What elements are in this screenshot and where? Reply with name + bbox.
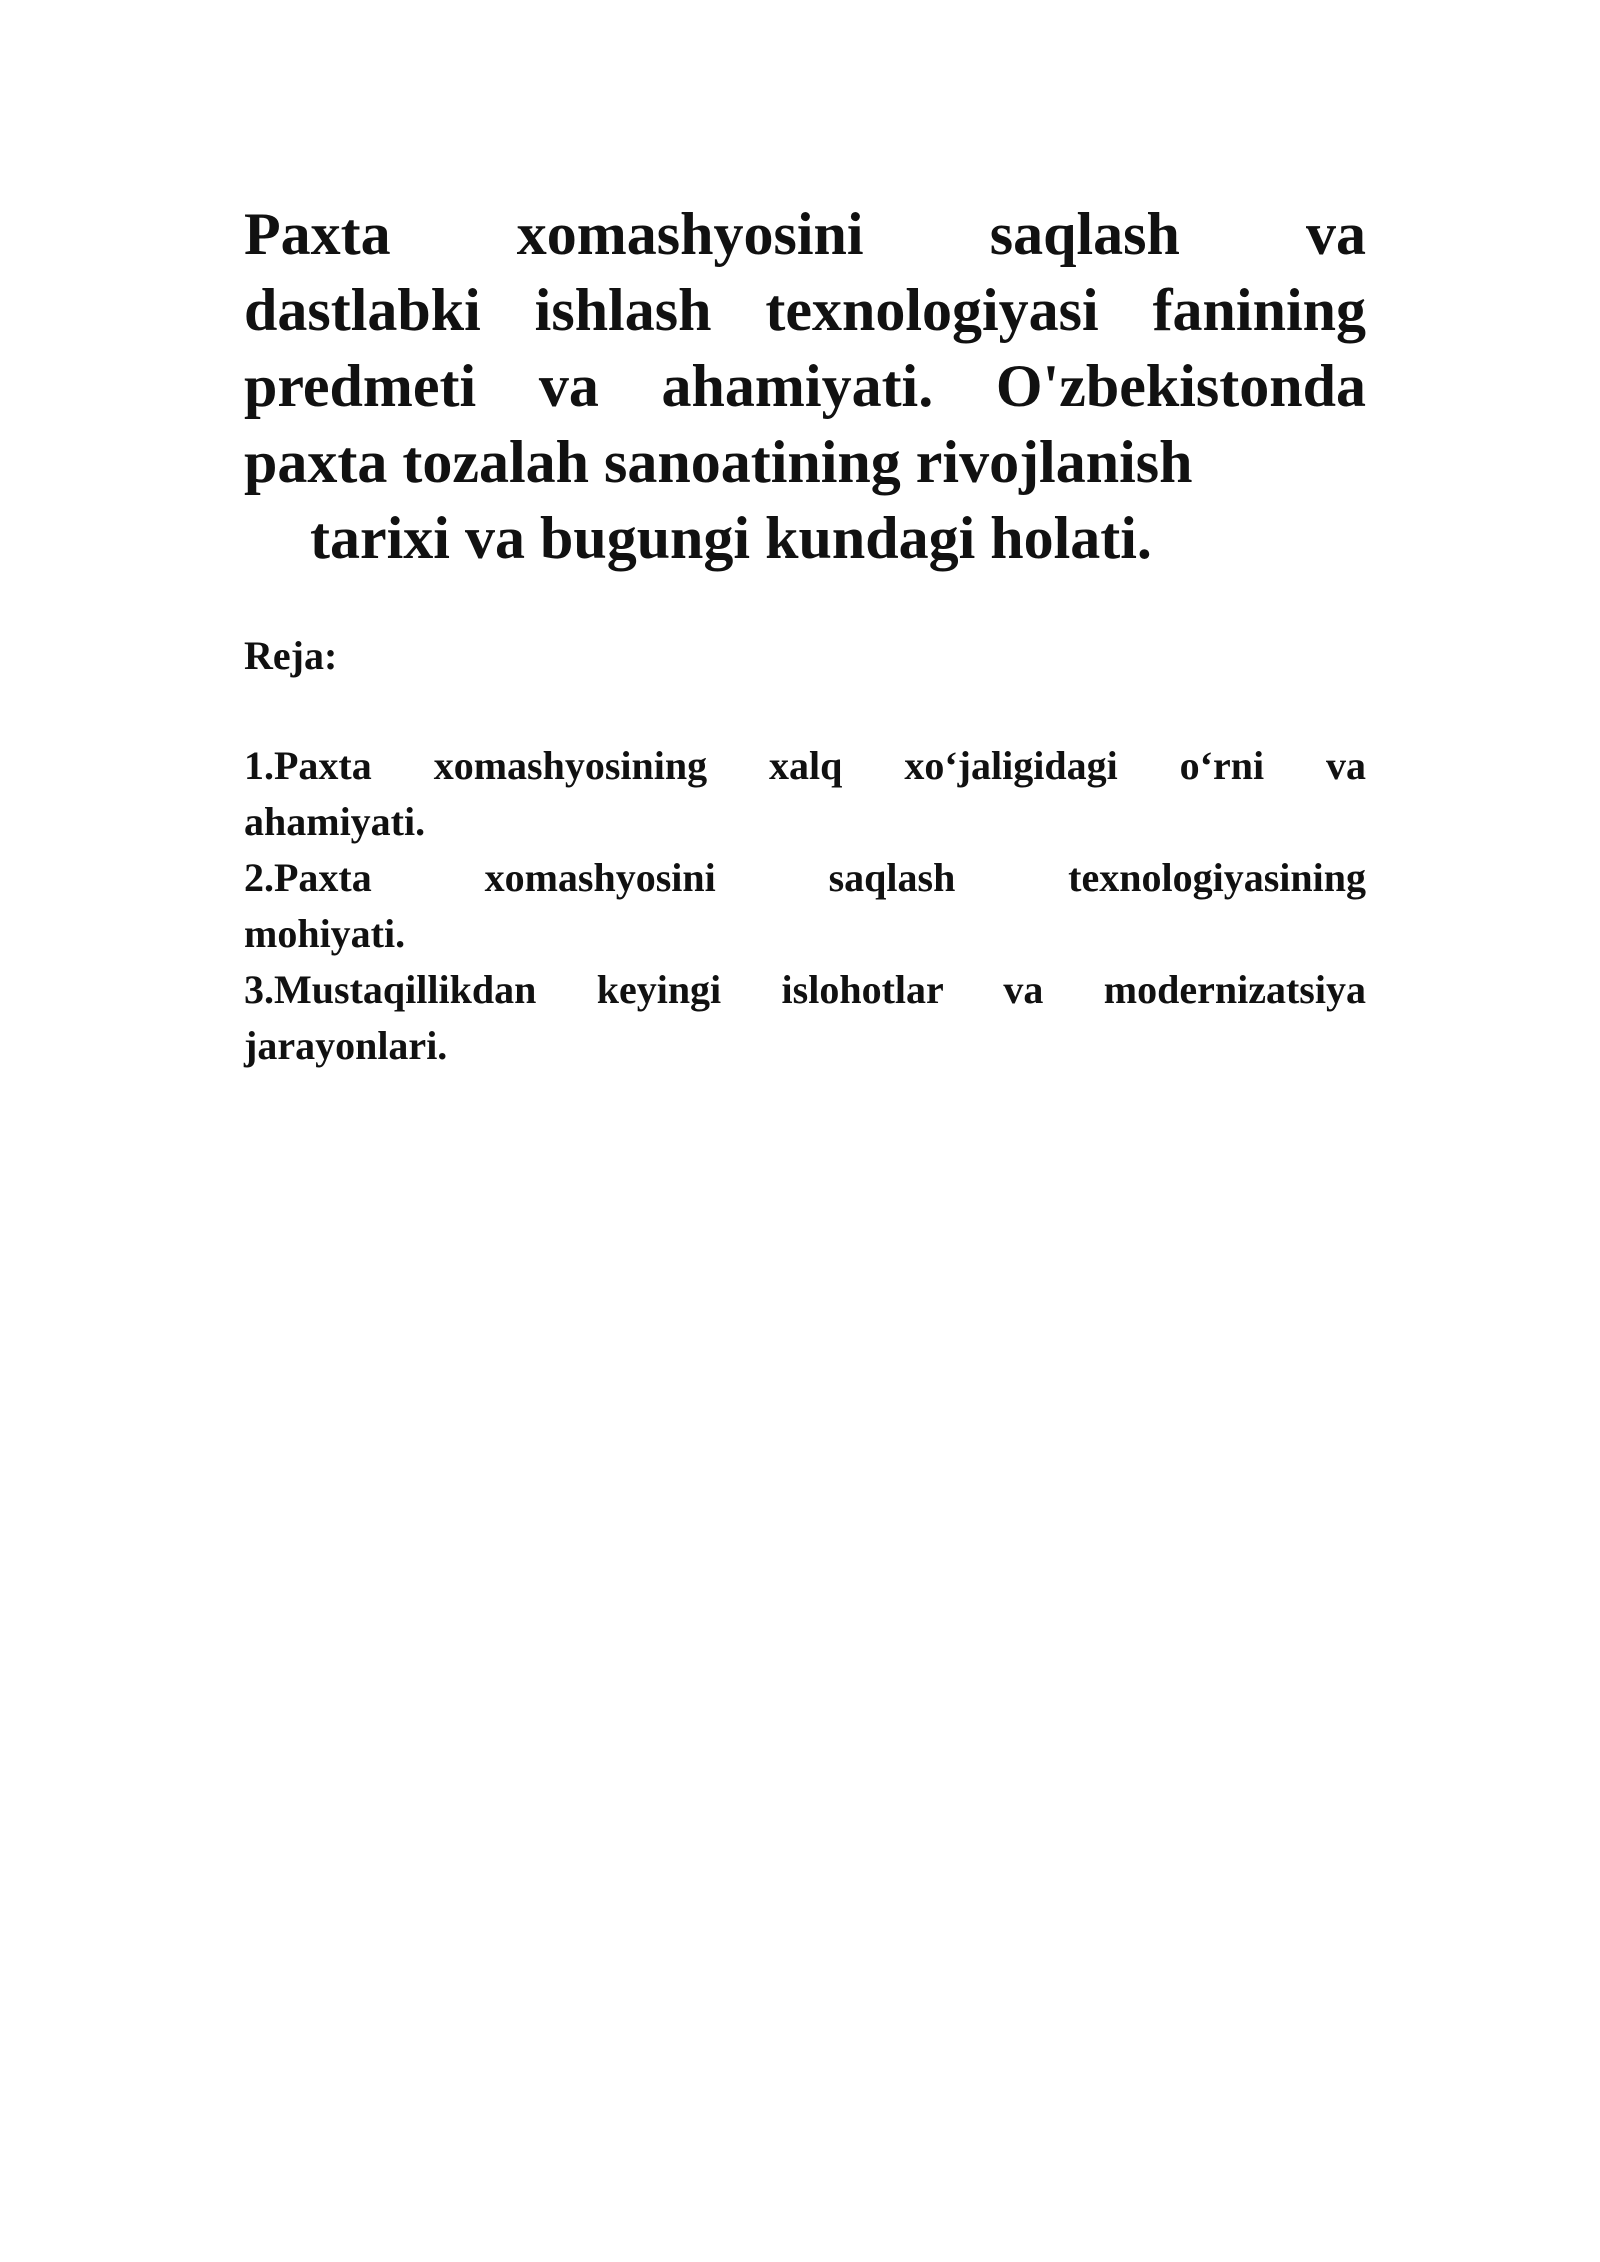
title-line: tarixi va bugungi kundagi holati. (310, 505, 1152, 571)
title-line: predmeti va ahamiyati. O'zbekistonda (244, 353, 1366, 419)
title-line: paxta tozalah sanoatining rivojlanish (244, 429, 1193, 495)
plan-item-line: mohiyati. (244, 911, 406, 956)
document-title (244, 196, 1366, 576)
plan-list (244, 738, 1366, 1074)
title-line: dastlabki ishlash texnologiyasi fanining (244, 277, 1366, 343)
plan-item-line: 3.Mustaqillikdan keyingi islohotlar va modernizatsiya (244, 967, 1366, 1012)
plan-item (244, 738, 1366, 850)
plan-item-line: jarayonlari. (244, 1023, 448, 1068)
plan-item-line: ahamiyati. (244, 799, 426, 844)
plan-item (244, 850, 1366, 962)
document-content (244, 196, 1366, 1074)
plan-item-line: 2.Paxta xomashyosini saqlash texnologiyasining (244, 855, 1366, 900)
plan-item-line: 1.Paxta xomashyosining xalq xo‘jaligidagi o‘rni va (244, 743, 1366, 788)
title-line: Paxta xomashyosini saqlash va (244, 201, 1366, 267)
plan-heading: Reja: (244, 633, 338, 678)
plan-item (244, 962, 1366, 1074)
